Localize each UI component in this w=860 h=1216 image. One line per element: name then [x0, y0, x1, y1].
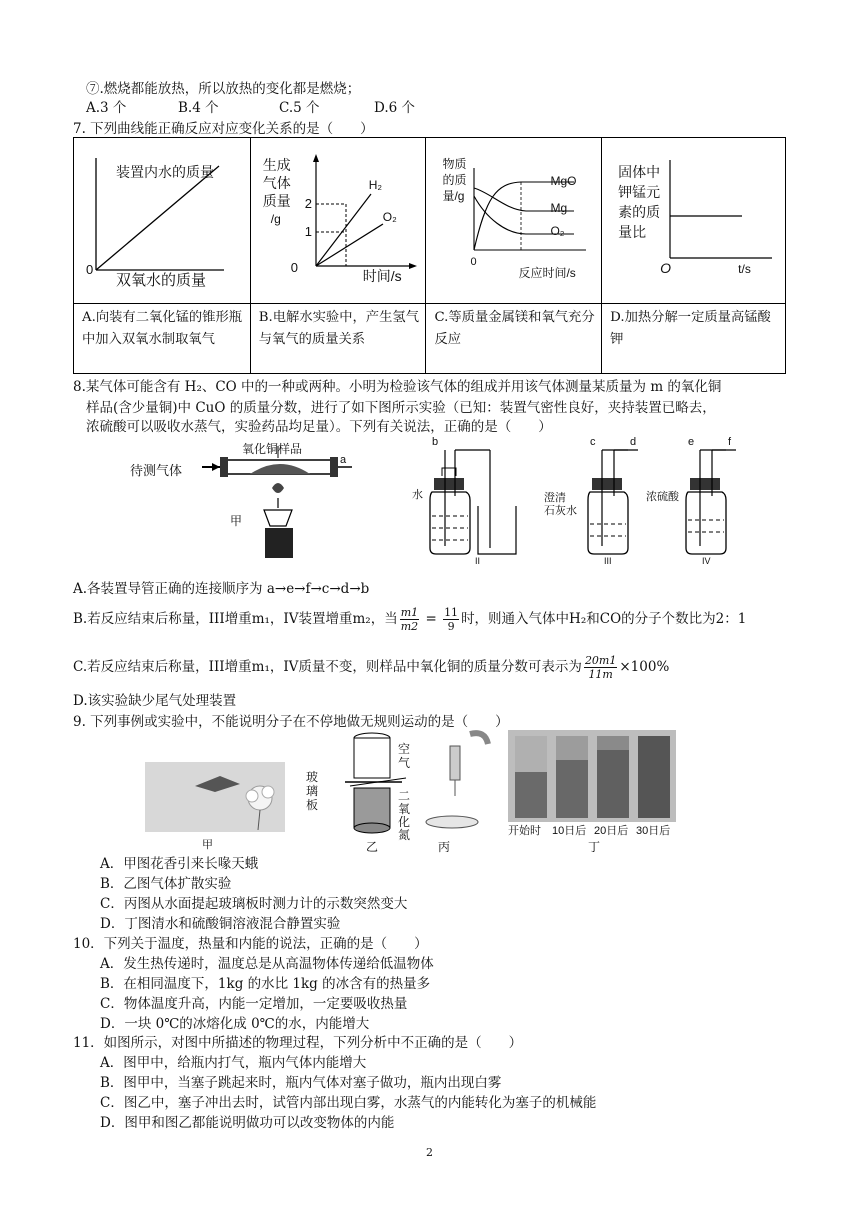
q6-option-c: C.5 个: [279, 100, 320, 116]
q7-graph-a: [74, 138, 251, 304]
q9-label-bing: 丙: [438, 840, 451, 854]
q9-option-b: B．乙图气体扩散实验: [100, 876, 232, 892]
q11-option-d: D．图甲和图乙都能说明做功可以改变物体的内能: [100, 1115, 395, 1131]
q8-option-d: D.该实验缺少尾气处理装置: [73, 693, 237, 709]
q8-label-acid: 浓硫酸: [646, 491, 679, 503]
q8-label-a: a: [340, 454, 347, 466]
q7-table: [73, 137, 786, 374]
q9-option-a: A．甲图花香引来长喙天蛾: [100, 856, 259, 872]
graph-b-xlabel: 时间/s: [362, 268, 402, 284]
q10-stem: 10．下列关于温度，热量和内能的说法，正确的是（ ）: [73, 936, 428, 952]
q8-label-water: 水: [412, 489, 423, 501]
q9-label-jia: 甲: [202, 839, 213, 851]
q10-option-c: C．物体温度升高，内能一定增加，一定要吸收热量: [100, 996, 408, 1012]
q8-label-d: d: [630, 436, 637, 448]
graph-d-ylabel: 固体中 钾锰元 素的质 量比: [618, 164, 661, 240]
q8-stem-line3: 浓硫酸可以吸收水蒸气，实验药品均足量）。下列有关说法，正确的是（ ）: [86, 419, 552, 435]
page-number: 2: [426, 1146, 433, 1159]
q11-stem: 11．如图所示，对图中所描述的物理过程，下列分析中不正确的是（ ）: [73, 1035, 523, 1051]
q9-label-no2: 二 氧 化 氮: [398, 789, 411, 842]
q9-label-air: 空 气: [398, 742, 411, 770]
q8-label-sample: 氧化铜样品: [242, 442, 303, 456]
q8-option-b: B.若反应结束后称量，III增重m₁，IV装置增重m₂，当 $\frac{m1}{m2}$ = $\frac{11}{9}$ 时，则通入气体中H₂和CO的分子个数比为2：1: [73, 606, 747, 633]
graph-b-o2-label: O₂: [382, 210, 397, 224]
q9-option-d: D．丁图清水和硫酸铜溶液混合静置实验: [100, 916, 341, 932]
q8-label-jia: 甲: [230, 514, 243, 528]
q9-label-yi: 乙: [366, 840, 379, 854]
q7-caption-b: B.电解水实验中，产生氢气与氧气的质量关系: [250, 304, 426, 374]
q8-stem-line1: 8.某气体可能含有 H₂、CO 中的一种或两种。小明为检验该气体的组成并用该气体测量某质量为 m 的氧化铜: [73, 379, 722, 395]
graph-c-o2-label: O₂: [550, 224, 565, 238]
q7-caption-a: A.向装有二氧化锰的锥形瓶中加入双氧水制取氧气: [74, 304, 251, 374]
q9-label-ding: 丁: [588, 840, 601, 854]
q8-label-III: III: [604, 556, 612, 566]
q7-graph-d: [602, 138, 786, 304]
q11-option-c: C．图乙中，塞子冲出去时，试管内部出现白雾，水蒸气的内能转化为塞子的机械能: [100, 1095, 597, 1111]
q8-option-c: C.若反应结束后称量，III增重m₁，IV质量不变，则样品中氧化铜的质量分数可表示为 $\frac{20m1}{11m}$ ×100%: [73, 654, 670, 681]
q8-label-limewater: 澄清 石灰水: [544, 492, 577, 517]
graph-a-origin: 0: [86, 262, 94, 277]
graph-c-ylabel: 物质 的质 量/g: [442, 157, 467, 203]
q8-apparatus-figure: [120, 436, 780, 566]
graph-b-tick-1: 1: [304, 224, 312, 239]
q7-stem: 7. 下列曲线能正确反应对应变化关系的是（ ）: [73, 121, 374, 137]
q10-option-d: D．一块 0℃的冰熔化成 0℃的水，内能增大: [100, 1016, 370, 1032]
q10-option-b: B．在相同温度下，1kg 的水比 1kg 的冰含有的热量多: [100, 976, 431, 992]
q8-label-f: f: [728, 436, 732, 448]
q6-option-a: A.3 个: [86, 100, 127, 116]
graph-a-xlabel: 双氧水的质量: [116, 272, 207, 289]
graph-b-h2-label: H₂: [368, 178, 383, 192]
q9-figure: [140, 726, 680, 852]
graph-c-mgo-label: MgO: [550, 174, 577, 188]
q8-stem-line2: 样品(含少量铜)中 CuO 的质量分数，进行了如下图所示实验（已知：装置气密性良好，夹持装置已略去，: [86, 400, 716, 416]
q8-label-IV: IV: [702, 556, 711, 566]
q9-label-t0: 开始时: [508, 825, 541, 837]
q9-label-t20: 20日后: [594, 825, 629, 837]
q8-label-b: b: [432, 436, 439, 448]
graph-c-xlabel: 反应时间/s: [518, 266, 576, 280]
q9-option-c: C．丙图从水面提起玻璃板时测力计的示数突然变大: [100, 896, 408, 912]
q8-label-e: e: [688, 436, 695, 448]
q7-caption-c: C.等质量金属镁和氧气充分反应: [426, 304, 602, 374]
graph-b-origin: 0: [290, 260, 298, 275]
q9-label-t30: 30日后: [636, 825, 671, 837]
graph-c-origin: 0: [470, 256, 477, 268]
graph-c-mg-label: Mg: [550, 201, 568, 215]
q11-option-b: B．图甲中，当塞子跳起来时，瓶内气体对塞子做功，瓶内出现白雾: [100, 1075, 502, 1091]
q7-caption-d: D.加热分解一定质量高锰酸钾: [602, 304, 786, 374]
q7-graph-c: [426, 138, 602, 304]
q9-label-t10: 10日后: [552, 825, 587, 837]
graph-b-ylabel: 生成 气体 质量 /g: [262, 157, 291, 226]
q8-label-c: c: [590, 436, 596, 448]
graph-d-xlabel: t/s: [738, 262, 751, 276]
q8-label-gas: 待测气体: [130, 463, 183, 478]
q6-option-d: D.6 个: [374, 100, 416, 116]
q9-label-glass: 玻 璃 板: [306, 770, 319, 812]
graph-a-ylabel: 装置内水的质量: [116, 164, 214, 180]
q10-option-a: A．发生热传递时，温度总是从高温物体传递给低温物体: [100, 956, 434, 972]
q11-option-a: A．图甲中，给瓶内打气，瓶内气体内能增大: [100, 1055, 367, 1071]
q8-option-a: A.各装置导管正确的连接顺序为 a→e→f→c→d→b: [73, 581, 370, 597]
q6-option-b: B.4 个: [178, 100, 219, 116]
q7-graph-b: [250, 138, 426, 304]
graph-b-tick-2: 2: [304, 196, 312, 211]
q9-stem: 9. 下列事例或实验中，不能说明分子在不停地做无规则运动的是（ ）: [73, 714, 509, 730]
q6-statement-7: ⑦.燃烧都能放热，所以放热的变化都是燃烧；: [86, 81, 361, 97]
q8-label-II: II: [475, 556, 481, 566]
graph-d-origin: O: [660, 260, 672, 276]
